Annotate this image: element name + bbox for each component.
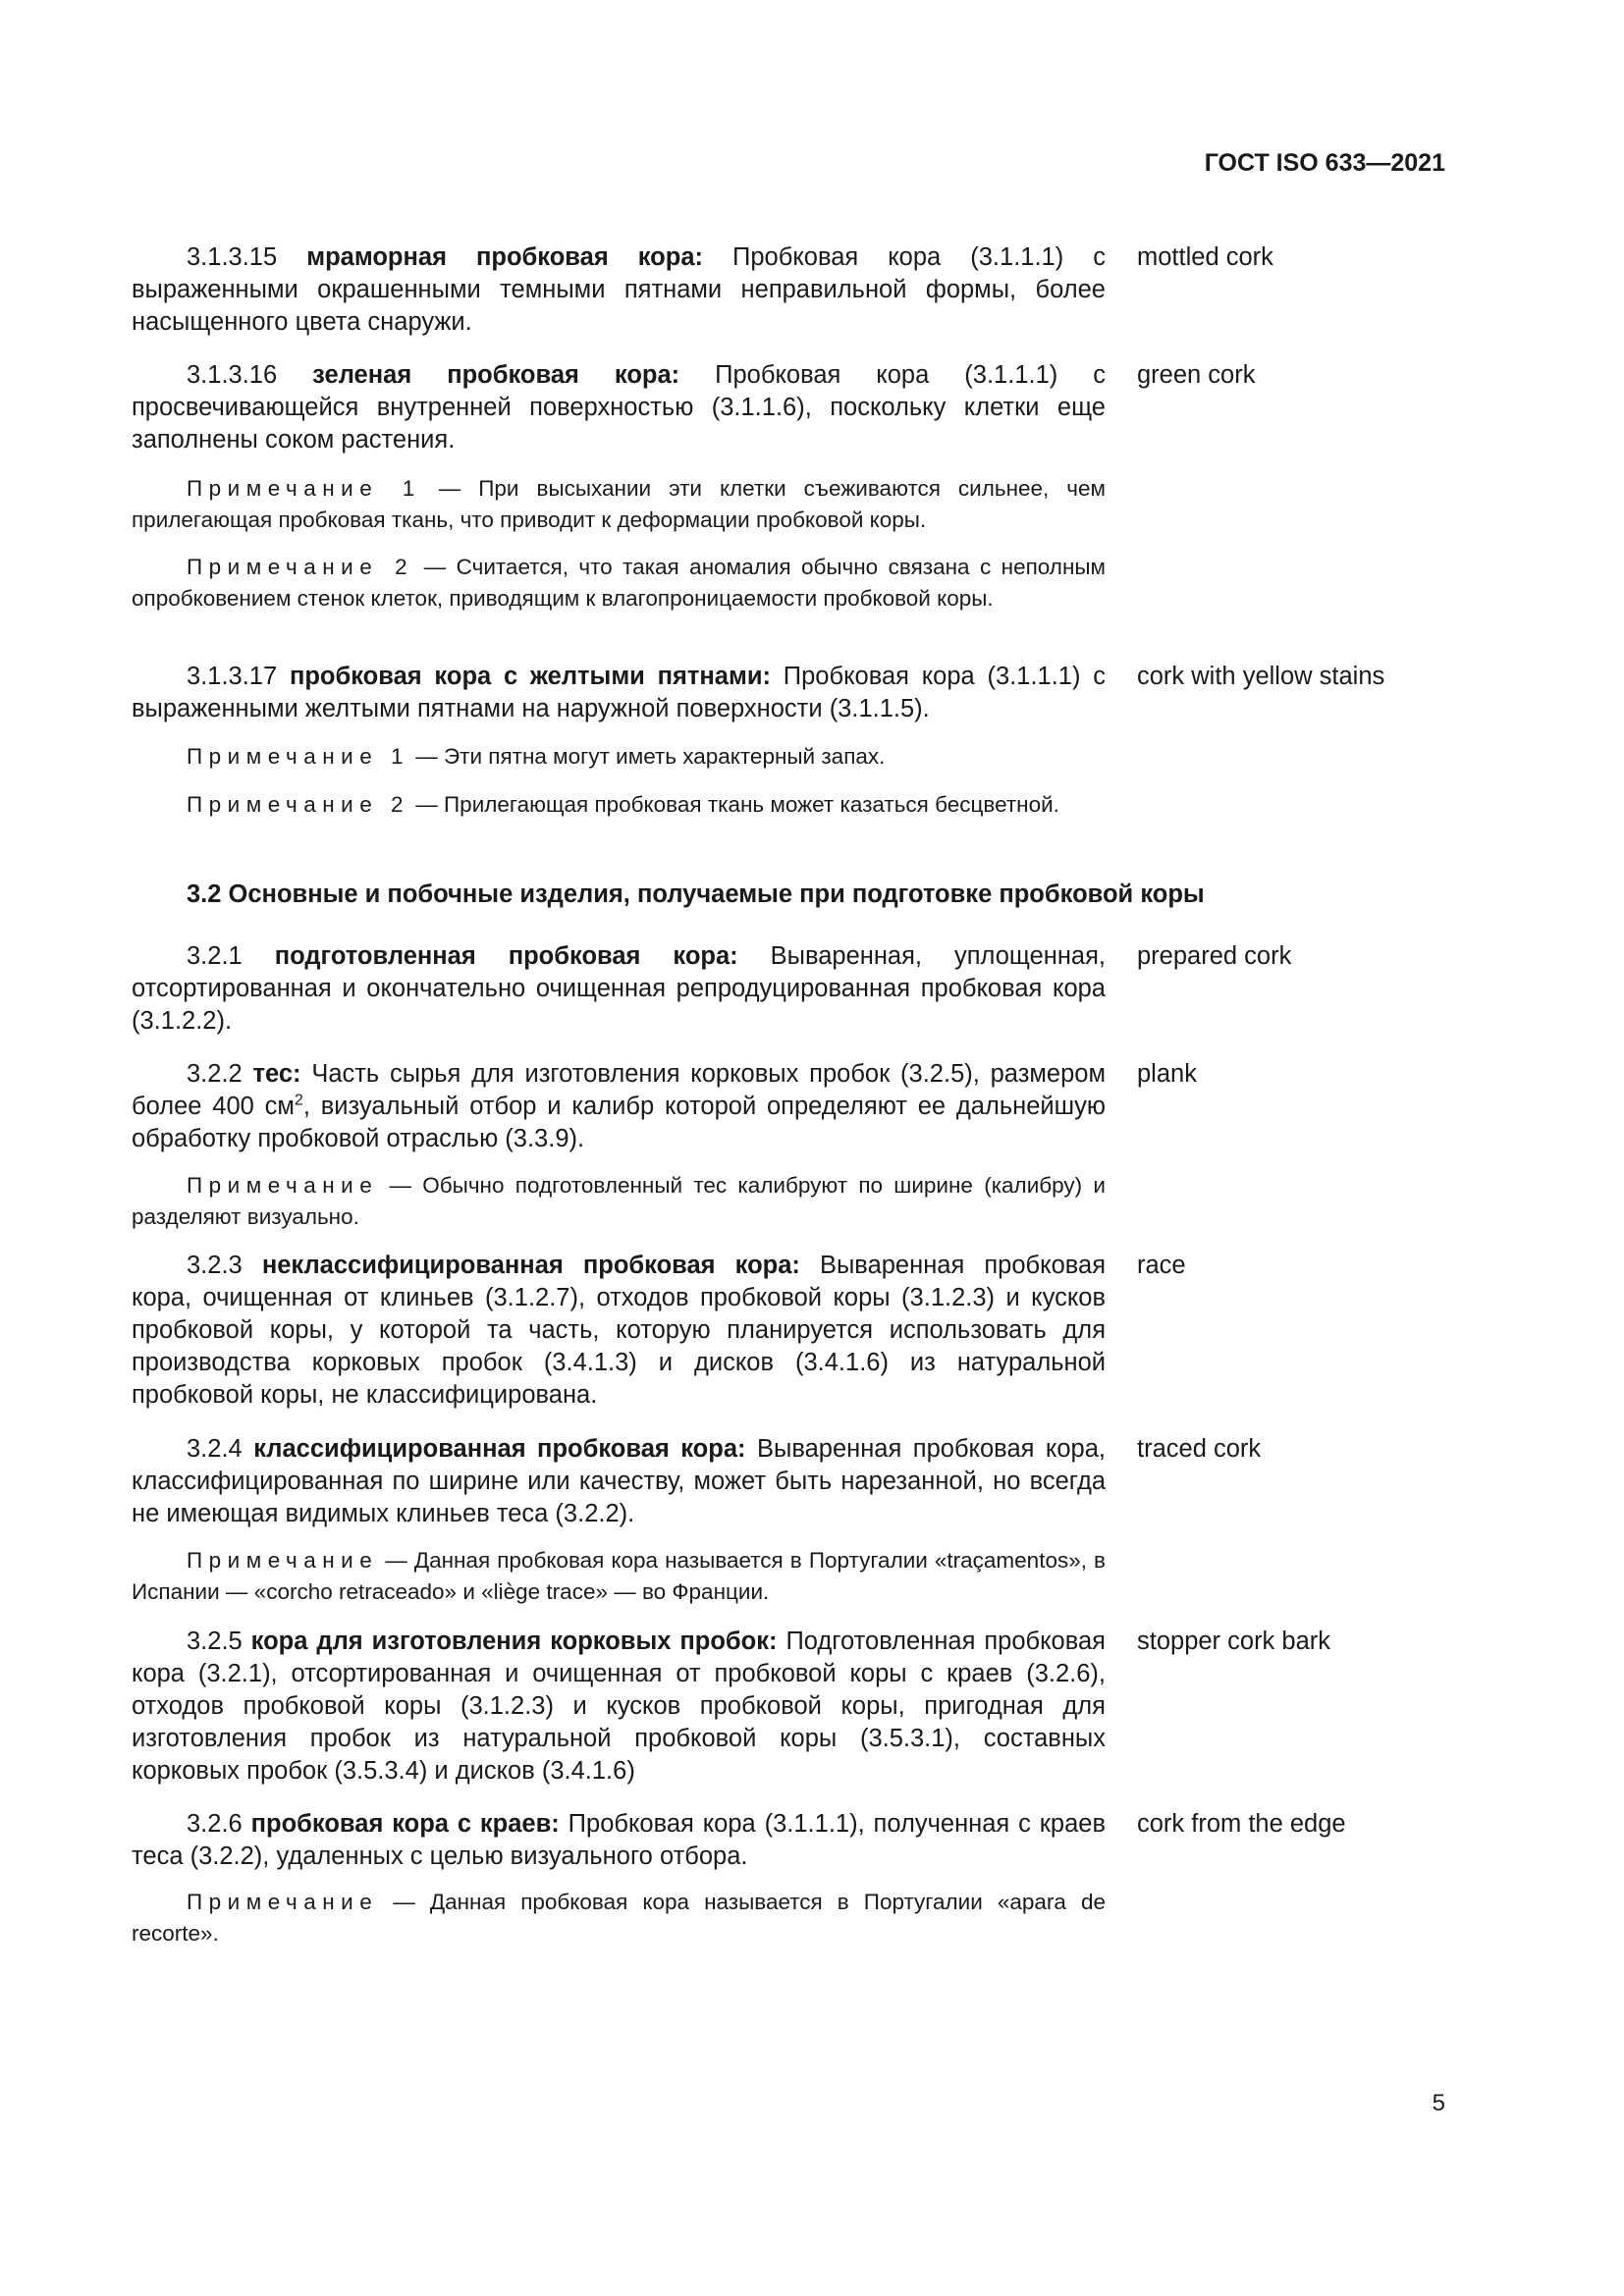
term-entry: [132, 241, 1418, 339]
term-number: 3.2.6: [187, 1810, 243, 1838]
english-equivalent: prepared cork: [1137, 942, 1292, 970]
term-number: 3.2.5: [187, 1628, 243, 1655]
term-name: пробковая кора с желтыми пятнами:: [289, 663, 772, 690]
english-equivalent: stopper cork bark: [1137, 1628, 1331, 1655]
page-number: 5: [1432, 2090, 1445, 2116]
english-equivalent: traced cork: [1137, 1435, 1262, 1463]
english-equivalent: mottled cork: [1137, 243, 1273, 271]
note: Примечание — Данная пробковая кора называется в Португалии «traçamentos», в Испании — «corcho retraceado» и «liège trace» — во Франции.: [132, 1548, 1106, 1604]
term-definition: 3.2.1 подготовленная пробковая кора: Вываренная, уплощенная, отсортированная и окончательно очищенная репродуцированная пробковая кора (3.1.2.2).: [132, 942, 1107, 1035]
term-definition: 3.2.4 классифицированная пробковая кора: Вываренная пробковая кора, классифицированная по ширине или качеству, может быть нарезанной, но всегда не имеющая видимых клиньев теса (3.2.2).: [132, 1435, 1106, 1527]
note: Примечание 2 — Считается, что такая аномалия обычно связана с неполным опробковением стенок клеток, приводящим к влагопроницаемости пробковой коры.: [132, 555, 1107, 611]
term-definition: 3.1.3.17 пробковая кора с желтыми пятнами: Пробковая кора (3.1.1.1) с выраженными желтыми пятнами на наружной поверхности (3.1.1.5).: [132, 663, 1106, 722]
note-label: Примечание 2: [187, 555, 414, 579]
term-number: 3.2.3: [187, 1252, 243, 1279]
term-entry: [132, 661, 1418, 725]
term-name: зеленая пробковая кора:: [312, 361, 680, 389]
term-definition: 3.2.3 неклассифицированная пробковая кора: Вываренная пробковая кора, очищенная от клиньев (3.1.2.7), отходов пробковой коры (3.1.2.3) и кусков пробковой коры, у которой та часть, которую планируется использовать для производства корковых пробок (3.4.1.3) и дисков (3.4.1.6) из натуральной пробковой коры, не классифицирована.: [132, 1252, 1106, 1409]
note-label: Примечание: [187, 1890, 379, 1914]
english-equivalent: cork from the edge: [1137, 1810, 1346, 1838]
term-name: мраморная пробковая кора:: [306, 243, 703, 271]
note-label: Примечание: [187, 1173, 379, 1198]
superscript: 2: [294, 1092, 303, 1109]
english-equivalent: plank: [1137, 1060, 1197, 1088]
note-label: Примечание: [187, 1548, 379, 1573]
term-number: 3.1.3.16: [187, 361, 278, 389]
term-entry: [132, 1058, 1418, 1155]
note: Примечание — Данная пробковая кора называется в Португалии «apara de recorte».: [132, 1890, 1106, 1946]
term-entry: [132, 1250, 1418, 1412]
term-name: кора для изготовления корковых пробок:: [250, 1628, 778, 1655]
term-number: 3.2.1: [187, 942, 243, 970]
term-name: классифицированная пробковая кора:: [253, 1435, 746, 1463]
term-name: пробковая кора с краев:: [250, 1810, 560, 1838]
term-entry: [132, 1808, 1418, 1873]
term-number: 3.1.3.17: [187, 663, 278, 690]
note-label: Примечание 1: [187, 476, 421, 501]
term-definition: 3.1.3.16 зеленая пробковая кора: Пробковая кора (3.1.1.1) с просвечивающейся внутренней поверхностью (3.1.1.6), поскольку клетки еще заполнены соком растения.: [132, 361, 1106, 454]
note: Примечание 2 — Прилегающая пробковая ткань может казаться бесцветной.: [187, 792, 1059, 817]
term-name: тес:: [252, 1060, 301, 1088]
english-equivalent: cork with yellow stains: [1137, 663, 1385, 690]
term-entry: [132, 359, 1418, 456]
term-number: 3.2.2: [187, 1060, 243, 1088]
term-number: 3.2.4: [187, 1435, 243, 1463]
term-definition: 3.2.5 кора для изготовления корковых пробок: Подготовленная пробковая кора (3.2.1), отсортированная и очищенная от пробковой коры с краев (3.2.6), отходов пробковой коры (3.1.2.3) и кусков пробковой коры, пригодная для изготовления пробок из натуральной пробковой коры (3.5.3.1), составных корковых пробок (3.5.3.4) и дисков (3.4.1.6): [132, 1628, 1106, 1785]
note: Примечание 1 — При высыхании эти клетки съеживаются сильнее, чем прилегающая пробковая ткань, что приводит к деформации пробковой коры.: [132, 476, 1106, 532]
section-heading: 3.2 Основные и побочные изделия, получаемые при подготовке пробковой коры: [187, 881, 1205, 908]
term-number: 3.1.3.15: [187, 243, 278, 271]
term-entry: [132, 940, 1418, 1038]
document-header: ГОСТ ISO 633—2021: [1204, 149, 1445, 177]
note: Примечание 1 — Эти пятна могут иметь характерный запах.: [187, 744, 886, 769]
term-name: неклассифицированная пробковая кора:: [261, 1252, 800, 1279]
note-label: Примечание 2: [187, 792, 409, 817]
term-definition: 3.1.3.15 мраморная пробковая кора: Пробковая кора (3.1.1.1) с выраженными окрашенными темными пятнами неправильной формы, более насыщенного цвета снаружи.: [132, 243, 1106, 336]
term-definition: 3.2.2 тес: Часть сырья для изготовления корковых пробок (3.2.5), размером более 400 $см^2$, визуальный отбор и калибр которой определяют ее дальнейшую обработку пробковой отраслью (3.3.9).: [132, 1060, 1106, 1152]
note: Примечание — Обычно подготовленный тес калибруют по ширине (калибру) и разделяют визуально.: [132, 1173, 1106, 1229]
note-label: Примечание 1: [187, 744, 409, 769]
english-equivalent: green cork: [1137, 361, 1256, 389]
term-name: подготовленная пробковая кора:: [274, 942, 738, 970]
term-entry: [132, 1433, 1418, 1530]
term-entry: [132, 1626, 1418, 1788]
english-equivalent: race: [1137, 1252, 1186, 1279]
term-definition: 3.2.6 пробковая кора с краев: Пробковая кора (3.1.1.1), полученная с краев теса (3.2.2), удаленных с целью визуального отбора.: [132, 1810, 1106, 1870]
